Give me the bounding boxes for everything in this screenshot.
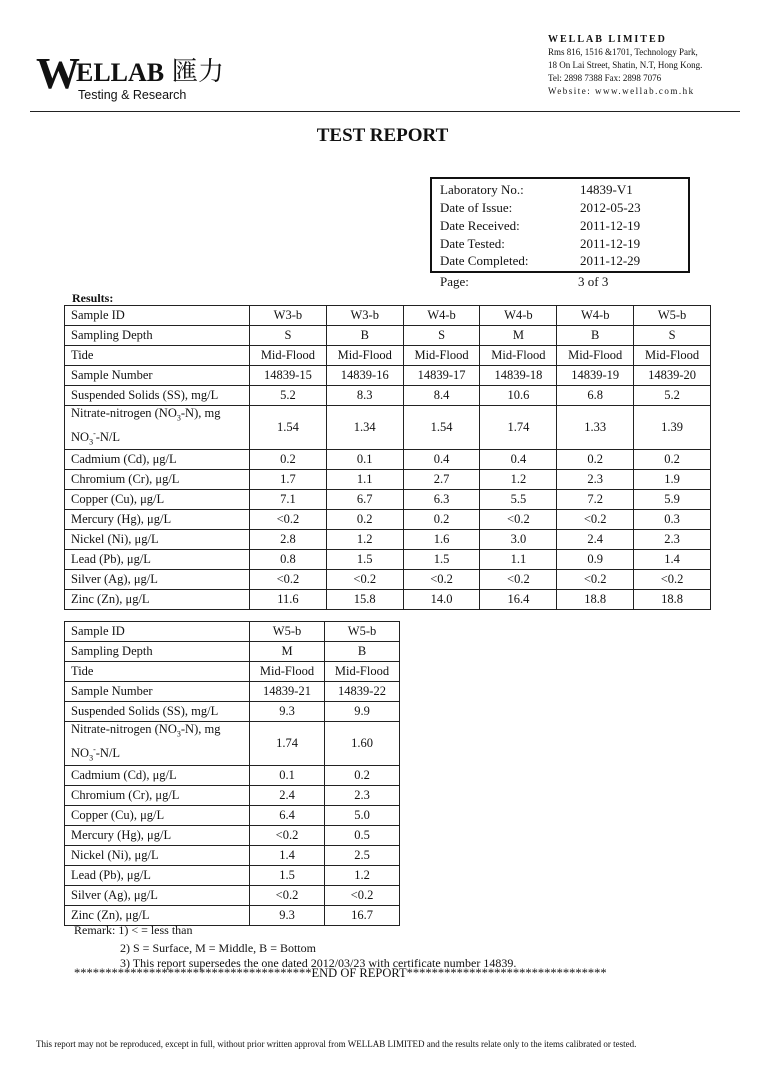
row-label: Mercury (Hg), μg/L bbox=[65, 826, 250, 846]
cell: 9.3 bbox=[250, 702, 325, 722]
cell: 2.7 bbox=[403, 470, 480, 490]
row-label: Silver (Ag), μg/L bbox=[65, 570, 250, 590]
lab-info-label: Laboratory No.: bbox=[440, 182, 524, 197]
page-number bbox=[440, 274, 608, 290]
table-row bbox=[65, 510, 711, 530]
cell: 5.0 bbox=[325, 806, 400, 826]
table-row bbox=[65, 662, 400, 682]
cell: 5.2 bbox=[634, 386, 711, 406]
end-of-report: **************************************END OF REPORT******************************** bbox=[74, 966, 607, 980]
row-label: Nitrate-nitrogen $(NO_3-N)$, mg $NO_3^--N/L$ bbox=[65, 406, 250, 450]
row-label: Sample Number bbox=[65, 682, 250, 702]
table-row bbox=[65, 550, 711, 570]
page-label: Page: bbox=[440, 274, 469, 289]
cell: 9.9 bbox=[325, 702, 400, 722]
lab-info-label: Date Tested: bbox=[440, 236, 505, 251]
row-label: Chromium (Cr), μg/L bbox=[65, 470, 250, 490]
wellab-logo bbox=[36, 49, 226, 108]
cell: M bbox=[480, 326, 557, 346]
lab-info-row bbox=[440, 217, 640, 235]
cell: 0.2 bbox=[326, 510, 403, 530]
table-row bbox=[65, 826, 400, 846]
cell: 0.2 bbox=[557, 450, 634, 470]
row-label: Lead (Pb), μg/L bbox=[65, 866, 250, 886]
cell: 6.8 bbox=[557, 386, 634, 406]
cell: W5-b bbox=[634, 306, 711, 326]
cell: 14839-18 bbox=[480, 366, 557, 386]
cell: 2.3 bbox=[325, 786, 400, 806]
cell: Mid-Flood bbox=[480, 346, 557, 366]
cell: Mid-Flood bbox=[250, 346, 327, 366]
cell: 9.3 bbox=[250, 906, 325, 926]
cell: 1.54 bbox=[250, 406, 327, 450]
cell: <0.2 bbox=[250, 510, 327, 530]
row-label: Sample ID bbox=[65, 306, 250, 326]
cell: 1.6 bbox=[403, 530, 480, 550]
footer-disclaimer: This report may not be reproduced, except in full, without prior written approval from WELLAB LIMITED and the results relate only to the items calibrated or tested. bbox=[36, 1039, 637, 1049]
page-title: TEST REPORT bbox=[316, 125, 449, 146]
cell: 1.5 bbox=[326, 550, 403, 570]
cell: 11.6 bbox=[250, 590, 327, 610]
cell: 8.4 bbox=[403, 386, 480, 406]
cell: 0.2 bbox=[634, 450, 711, 470]
cell: 5.2 bbox=[250, 386, 327, 406]
cell: <0.2 bbox=[557, 510, 634, 530]
cell: 0.2 bbox=[325, 766, 400, 786]
cell: 2.4 bbox=[557, 530, 634, 550]
logo-wordmark: ELLAB bbox=[76, 58, 165, 87]
cell: 1.9 bbox=[634, 470, 711, 490]
lab-info-label: Date of Issue: bbox=[440, 200, 513, 215]
cell: 18.8 bbox=[557, 590, 634, 610]
cell: 0.1 bbox=[326, 450, 403, 470]
lab-info-label: Date Received: bbox=[440, 218, 520, 233]
row-label: Tide bbox=[65, 662, 250, 682]
row-label: Sample Number bbox=[65, 366, 250, 386]
row-label: Sample ID bbox=[65, 622, 250, 642]
row-label: Suspended Solids (SS), mg/L bbox=[65, 702, 250, 722]
lab-info-value: 2012-05-23 bbox=[580, 200, 641, 215]
table-row bbox=[65, 622, 400, 642]
table-row bbox=[65, 766, 400, 786]
cell: 14839-22 bbox=[325, 682, 400, 702]
row-label: Chromium (Cr), μg/L bbox=[65, 786, 250, 806]
table-row bbox=[65, 866, 400, 886]
row-label: Sampling Depth bbox=[65, 326, 250, 346]
company-website: Website: www.wellab.com.hk bbox=[548, 86, 695, 96]
cell: 1.1 bbox=[480, 550, 557, 570]
table-row bbox=[65, 786, 400, 806]
row-label: Mercury (Hg), μg/L bbox=[65, 510, 250, 530]
cell: 1.60 bbox=[325, 722, 400, 766]
table-row bbox=[65, 306, 711, 326]
cell: 14839-20 bbox=[634, 366, 711, 386]
cell: <0.2 bbox=[325, 886, 400, 906]
table-row bbox=[65, 642, 400, 662]
lab-info-label: Date Completed: bbox=[440, 253, 529, 268]
logo-w: W bbox=[36, 49, 78, 98]
cell: 10.6 bbox=[480, 386, 557, 406]
cell: 16.7 bbox=[325, 906, 400, 926]
cell: 14839-16 bbox=[326, 366, 403, 386]
cell: 1.54 bbox=[403, 406, 480, 450]
remark-2: 2) S = Surface, M = Middle, B = Bottom bbox=[120, 941, 316, 955]
cell: 14839-21 bbox=[250, 682, 325, 702]
cell: 1.1 bbox=[326, 470, 403, 490]
cell: W4-b bbox=[403, 306, 480, 326]
cell: 2.4 bbox=[250, 786, 325, 806]
cell: 1.5 bbox=[403, 550, 480, 570]
cell: W3-b bbox=[326, 306, 403, 326]
page-value: 3 of 3 bbox=[578, 274, 609, 289]
table-row bbox=[65, 490, 711, 510]
cell: <0.2 bbox=[250, 826, 325, 846]
cell: 0.5 bbox=[325, 826, 400, 846]
logo-tagline: Testing & Research bbox=[78, 88, 187, 102]
cell: W3-b bbox=[250, 306, 327, 326]
company-contact: Tel: 2898 7388 Fax: 2898 7076 bbox=[548, 73, 662, 83]
row-label: Cadmium (Cd), μg/L bbox=[65, 766, 250, 786]
table-row bbox=[65, 590, 711, 610]
lab-info-box bbox=[430, 177, 690, 273]
cell: 14839-19 bbox=[557, 366, 634, 386]
row-label: Zinc (Zn), μg/L bbox=[65, 590, 250, 610]
cell: B bbox=[557, 326, 634, 346]
table-row bbox=[65, 386, 711, 406]
cell: 0.4 bbox=[403, 450, 480, 470]
cell: 18.8 bbox=[634, 590, 711, 610]
table-row bbox=[65, 406, 711, 450]
cell: 1.5 bbox=[250, 866, 325, 886]
cell: <0.2 bbox=[480, 510, 557, 530]
results-table-1 bbox=[64, 305, 711, 610]
table-row bbox=[65, 702, 400, 722]
table-row bbox=[65, 530, 711, 550]
results-table-2 bbox=[64, 621, 400, 926]
cell: 1.2 bbox=[326, 530, 403, 550]
cell: 1.2 bbox=[480, 470, 557, 490]
company-address-2: 18 On Lai Street, Shatin, N.T, Hong Kong. bbox=[548, 60, 703, 70]
cell: 7.2 bbox=[557, 490, 634, 510]
cell: 0.2 bbox=[403, 510, 480, 530]
lab-info-value: 2011-12-19 bbox=[580, 218, 641, 233]
lab-info-row bbox=[440, 199, 641, 217]
table-row bbox=[65, 722, 400, 766]
cell: 2.3 bbox=[557, 470, 634, 490]
row-label: Nickel (Ni), μg/L bbox=[65, 846, 250, 866]
cell: 14.0 bbox=[403, 590, 480, 610]
cell: <0.2 bbox=[403, 570, 480, 590]
table-row bbox=[65, 326, 711, 346]
cell: 1.74 bbox=[480, 406, 557, 450]
cell: 2.5 bbox=[325, 846, 400, 866]
lab-info-row bbox=[440, 235, 640, 253]
cell: <0.2 bbox=[634, 570, 711, 590]
cell: <0.2 bbox=[557, 570, 634, 590]
cell: 15.8 bbox=[326, 590, 403, 610]
cell: 2.8 bbox=[250, 530, 327, 550]
cell: S bbox=[403, 326, 480, 346]
table-row bbox=[65, 470, 711, 490]
cell: 1.2 bbox=[325, 866, 400, 886]
row-label: Nickel (Ni), μg/L bbox=[65, 530, 250, 550]
row-label: Tide bbox=[65, 346, 250, 366]
row-label: Cadmium (Cd), μg/L bbox=[65, 450, 250, 470]
cell: 2.3 bbox=[634, 530, 711, 550]
company-address-1: Rms 816, 1516 &1701, Technology Park, bbox=[548, 47, 698, 57]
row-label: Copper (Cu), μg/L bbox=[65, 806, 250, 826]
cell: 14839-15 bbox=[250, 366, 327, 386]
row-label: Silver (Ag), μg/L bbox=[65, 886, 250, 906]
cell: 6.3 bbox=[403, 490, 480, 510]
table-row bbox=[65, 806, 400, 826]
table-row bbox=[65, 346, 711, 366]
table-row bbox=[65, 570, 711, 590]
header-divider bbox=[30, 111, 740, 112]
cell: W4-b bbox=[557, 306, 634, 326]
cell: S bbox=[634, 326, 711, 346]
cell: 0.2 bbox=[250, 450, 327, 470]
cell: 1.4 bbox=[250, 846, 325, 866]
cell: 5.5 bbox=[480, 490, 557, 510]
table-row bbox=[65, 682, 400, 702]
results-heading: Results: bbox=[72, 291, 114, 305]
cell: M bbox=[250, 642, 325, 662]
cell: 1.33 bbox=[557, 406, 634, 450]
cell: W5-b bbox=[325, 622, 400, 642]
remark-3: 3) This report supersedes the one dated 2012/03/23 with certificate number 14839. bbox=[120, 956, 517, 970]
cell: 14839-17 bbox=[403, 366, 480, 386]
lab-info-value: 14839-V1 bbox=[580, 182, 633, 197]
lab-info-value: 2011-12-19 bbox=[580, 236, 641, 251]
cell: Mid-Flood bbox=[326, 346, 403, 366]
company-name: WELLAB LIMITED bbox=[548, 34, 667, 45]
row-label: Zinc (Zn), μg/L bbox=[65, 906, 250, 926]
row-label: Lead (Pb), μg/L bbox=[65, 550, 250, 570]
remark-1: Remark: 1) < = less than bbox=[74, 923, 193, 937]
cell: 1.7 bbox=[250, 470, 327, 490]
cell: 3.0 bbox=[480, 530, 557, 550]
cell: 16.4 bbox=[480, 590, 557, 610]
cell: Mid-Flood bbox=[250, 662, 325, 682]
cell: W4-b bbox=[480, 306, 557, 326]
table-row bbox=[65, 450, 711, 470]
cell: 0.3 bbox=[634, 510, 711, 530]
cell: 0.8 bbox=[250, 550, 327, 570]
cell: <0.2 bbox=[250, 570, 327, 590]
logo-chinese: 匯力 bbox=[172, 57, 225, 87]
cell: 0.4 bbox=[480, 450, 557, 470]
cell: 0.1 bbox=[250, 766, 325, 786]
company-details bbox=[548, 33, 748, 98]
cell: Mid-Flood bbox=[634, 346, 711, 366]
cell: 8.3 bbox=[326, 386, 403, 406]
cell: 7.1 bbox=[250, 490, 327, 510]
row-label: Copper (Cu), μg/L bbox=[65, 490, 250, 510]
cell: <0.2 bbox=[326, 570, 403, 590]
cell: 5.9 bbox=[634, 490, 711, 510]
cell: 6.7 bbox=[326, 490, 403, 510]
row-label: Nitrate-nitrogen $(NO_3-N)$, mg $NO_3^--N/L$ bbox=[65, 722, 250, 766]
lab-info-row bbox=[440, 181, 633, 199]
cell: <0.2 bbox=[250, 886, 325, 906]
cell: B bbox=[325, 642, 400, 662]
cell: 1.34 bbox=[326, 406, 403, 450]
cell: Mid-Flood bbox=[403, 346, 480, 366]
table-row bbox=[65, 846, 400, 866]
cell: Mid-Flood bbox=[557, 346, 634, 366]
cell: 1.39 bbox=[634, 406, 711, 450]
cell: 0.9 bbox=[557, 550, 634, 570]
cell: <0.2 bbox=[480, 570, 557, 590]
row-label: Sampling Depth bbox=[65, 642, 250, 662]
cell: 6.4 bbox=[250, 806, 325, 826]
lab-info-row bbox=[440, 252, 640, 270]
cell: 1.4 bbox=[634, 550, 711, 570]
cell: B bbox=[326, 326, 403, 346]
table-row bbox=[65, 886, 400, 906]
cell: W5-b bbox=[250, 622, 325, 642]
cell: Mid-Flood bbox=[325, 662, 400, 682]
lab-info-value: 2011-12-29 bbox=[580, 253, 641, 268]
cell: 1.74 bbox=[250, 722, 325, 766]
cell: S bbox=[250, 326, 327, 346]
row-label: Suspended Solids (SS), mg/L bbox=[65, 386, 250, 406]
table-row bbox=[65, 366, 711, 386]
